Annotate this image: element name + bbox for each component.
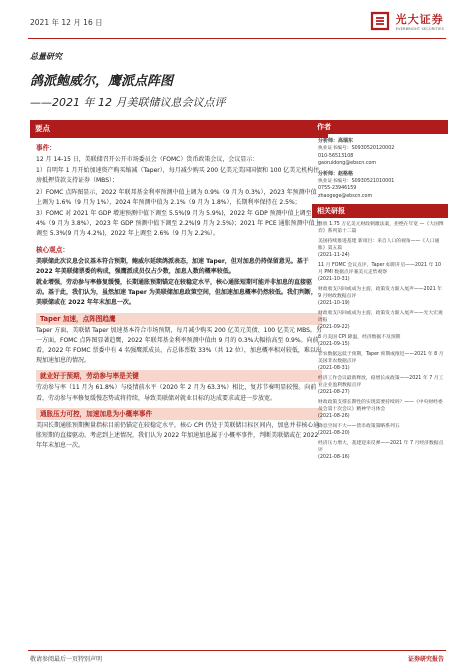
authors-list [312, 134, 448, 200]
author-phone: 010-56513108 [318, 153, 354, 159]
research-title: 财政收支闪回或成为主旋，政策发力渐入尾声——光大宏观周报 [318, 311, 443, 324]
logo-name: 光大证券 [395, 13, 444, 26]
research-item[interactable] [318, 221, 444, 235]
author-phone: 0755-23946159 [318, 186, 357, 192]
research-item[interactable] [318, 334, 444, 348]
section-heading-employment: 就业好于预期，劳动参与率是关键 [36, 370, 322, 382]
author-license: 执业证书编号：S0930521010001 [318, 179, 395, 185]
research-item[interactable] [318, 351, 444, 372]
event-heading: 事件： [36, 144, 56, 152]
section-band-taper: Taper 加速，点阵图趋鹰 [36, 313, 322, 325]
research-item[interactable] [318, 286, 444, 307]
research-title: 经济压力增大，基建迎来反弹——2021 年 7 月经济数据点评 [318, 441, 444, 454]
brand-logo [369, 10, 444, 32]
footer-disclaimer: 敬请参阅最后一页特别声明 [30, 656, 103, 663]
research-title: 财政政策支撑长期性的实现需要持续吗？——《中央财经委员会第十次会议》精神学习体会 [318, 400, 443, 413]
event-point: 3）FOMC 对 2021 年 GDP 增速预测中值下调至 5.5%(9 月为 5.9%)，2022 年 GDP 预测中值上调至 4%（9 月为 3.8%），2023 年 GDP 预测中值下调至 2.2%(9 月为 2.5%)；2021 年 PCE 通胀预测中值上调至 5.3%(9 月为 4.2%)，2022 年上调至 2.6%（9 月为 2.2%）。 [36, 210, 321, 238]
research-date: (2021-09-22) [318, 325, 350, 331]
research-item[interactable] [318, 238, 444, 259]
research-title: 经济工作会议最新释放，稳增长成政策——2021 年 7 月工业企业盈利数据点评 [318, 376, 444, 389]
research-date: (2021-09-15) [318, 342, 350, 348]
research-item[interactable] [318, 423, 444, 437]
research-title: 11 月 FOMC 会议点评，Taper 如期开启——2021 年 10 月 PMI 数据点评兼美元走势观察 [318, 263, 441, 276]
sidebar [312, 120, 448, 464]
footer-divider [28, 650, 446, 651]
research-date: (2021-08-20) [318, 431, 350, 437]
research-title: 8 月美国 CPI 降温，经济数据不及预期 [318, 335, 401, 341]
event-point: 1）自明年 1 月开始加速资产购买缩减（Taper），每月减少购买 200 亿美元美国国债和 100 亿美元机构住房抵押贷款支持证券（MBS）； [36, 167, 320, 185]
page-title: 鸽派鲍威尔，鹰派点阵图 [30, 74, 174, 89]
authors-header: 作者 [312, 120, 448, 134]
report-date: 2021 年 12 月 16 日 [30, 18, 103, 27]
taper-paragraph: Taper 方面，美联储 Taper 加速基本符合市场预期，每月减少购买 200 亿美元美债、100 亿美元 MBS。另一方面，FOMC 点阵图显著趋鹰，2022 年联邦基金利率预测中值由 9 月的 0.3%大幅拾高至 0.9%。向前看，2022 年 FOMC 票委中有 4 名强鹰派成员，占总体票数 33%（共 12 位），加息概率相对较低，难以出现加速加息的情况。 [36, 326, 322, 365]
research-title: 美国持续推进基建 新项目：来自人口的视角——《人口通胀》第五篇 [318, 239, 440, 252]
event-point: 2）FOMC 点阵图显示，2022 年联邦基金利率预测中值上调为 0.9%（9 月为 0.3%），2023 年预测中值上调为 1.6%（9 月为 1%），2024 年预测中值为 2.1%（9 月为 1.8%），长期利率保持在 2.5%； [36, 188, 317, 206]
section-band-inflation: 通胀压力可控，加速加息为小概率事件 [36, 408, 322, 420]
page-subtitle: ——2021 年 12 月美联储议息会议点评 [30, 96, 226, 109]
research-item[interactable] [318, 375, 444, 396]
related-research-header: 相关研报 [312, 204, 448, 218]
research-item[interactable] [318, 262, 444, 283]
research-date: (2021-11-24) [318, 253, 350, 259]
author-card [318, 138, 444, 168]
research-title: 降息空间不大——货币政策策略系列五 [318, 424, 400, 430]
author-card [318, 171, 444, 201]
document-type: 总量研究 [30, 52, 62, 61]
research-date: (2021-10-31) [318, 277, 350, 283]
research-title: 财政收支闪回或成为主旋，政策发力渐入尾声——2021 年 9 月财政数据点评 [318, 287, 443, 300]
related-research-list [312, 218, 448, 461]
core-heading: 核心观点： [36, 245, 69, 254]
author-name: 分析师：赵格格 [318, 170, 354, 177]
author-email[interactable]: zhaogege@ebscn.com [318, 193, 373, 199]
research-date: (2021-08-26) [318, 414, 350, 420]
employment-paragraph: 劳动参与率（11 月为 61.8%）与疫情前水平（2020 年 2 月为 63.3%）相比，复苏节奏明显较慢。向前看，劳动参与率修复缓慢态势或将持续，导致美联储对就业目标的达成要求或进一步放宽。 [36, 384, 317, 402]
author-license: 执业证书编号：S0930520120002 [318, 146, 395, 152]
research-item[interactable] [318, 440, 444, 461]
core-paragraph: 美联储此次议息会议基本符合预期，鲍威尔延续鸽派表态，加速 Taper，但对加息仍持保留意见。基于 2022 年美联储票委的构成，强鹰派成员仅占少数，加息人数的概率较低。 [36, 257, 309, 275]
research-date: (2021-08-16) [318, 455, 350, 461]
summary-header: 要点 [30, 120, 328, 138]
core-paragraph: 就业增强，劳动参与率修复缓慢，长期通胀预期锚定在较稳定水平，核心通胀短期可能并非加息的直接驱动。基于此，我们认为，虽然加速 Taper 为美联储加息政策空间，但加速加息概率仍然较低。我们判断，美联储或在 2022 年年末加息一次。 [36, 279, 317, 307]
author-name: 分析师：高瑞东 [318, 138, 354, 144]
summary-section [30, 120, 328, 451]
research-item[interactable] [318, 399, 444, 420]
event-intro: 12 月 14-15 日，美联储召开公开市场委员会（FOMC）货币政策会议，会议显示： [36, 156, 259, 163]
research-item[interactable] [318, 310, 444, 331]
logo-english-name: EVERBRIGHT SECURITIES [395, 27, 444, 31]
footer-report-type: 证券研究报告 [407, 656, 444, 663]
header-divider [28, 38, 446, 39]
everbright-logo-icon [369, 10, 391, 32]
research-title: 非农数据远低于预期，Taper 预期或推迟——2021 年 8 月美国非农数据点评 [318, 352, 444, 365]
author-email[interactable]: gaoruidong@ebscn.com [318, 161, 377, 167]
research-title: 释放 1.75 万亿美元财政刺激法案，拒绝在年宽 —《大国博弈》系列第十二篇 [318, 222, 444, 235]
inflation-paragraph: 美国长期通胀预期衡量指标目前仍锚定在较稳定水平，核心 CPI 仍处于美联储目标区间内，加息并非核心通胀短期的直接驱动。考虑到上述情况，我们认为 2022 年加速加息属于小概率事件，判断美联储或在 2022 年年末加息一次。 [36, 421, 320, 450]
research-date: (2021-10-19) [318, 301, 350, 307]
research-date: (2021-08-31) [318, 366, 350, 372]
summary-body [30, 143, 328, 451]
research-date: (2021-08-27) [318, 390, 350, 396]
